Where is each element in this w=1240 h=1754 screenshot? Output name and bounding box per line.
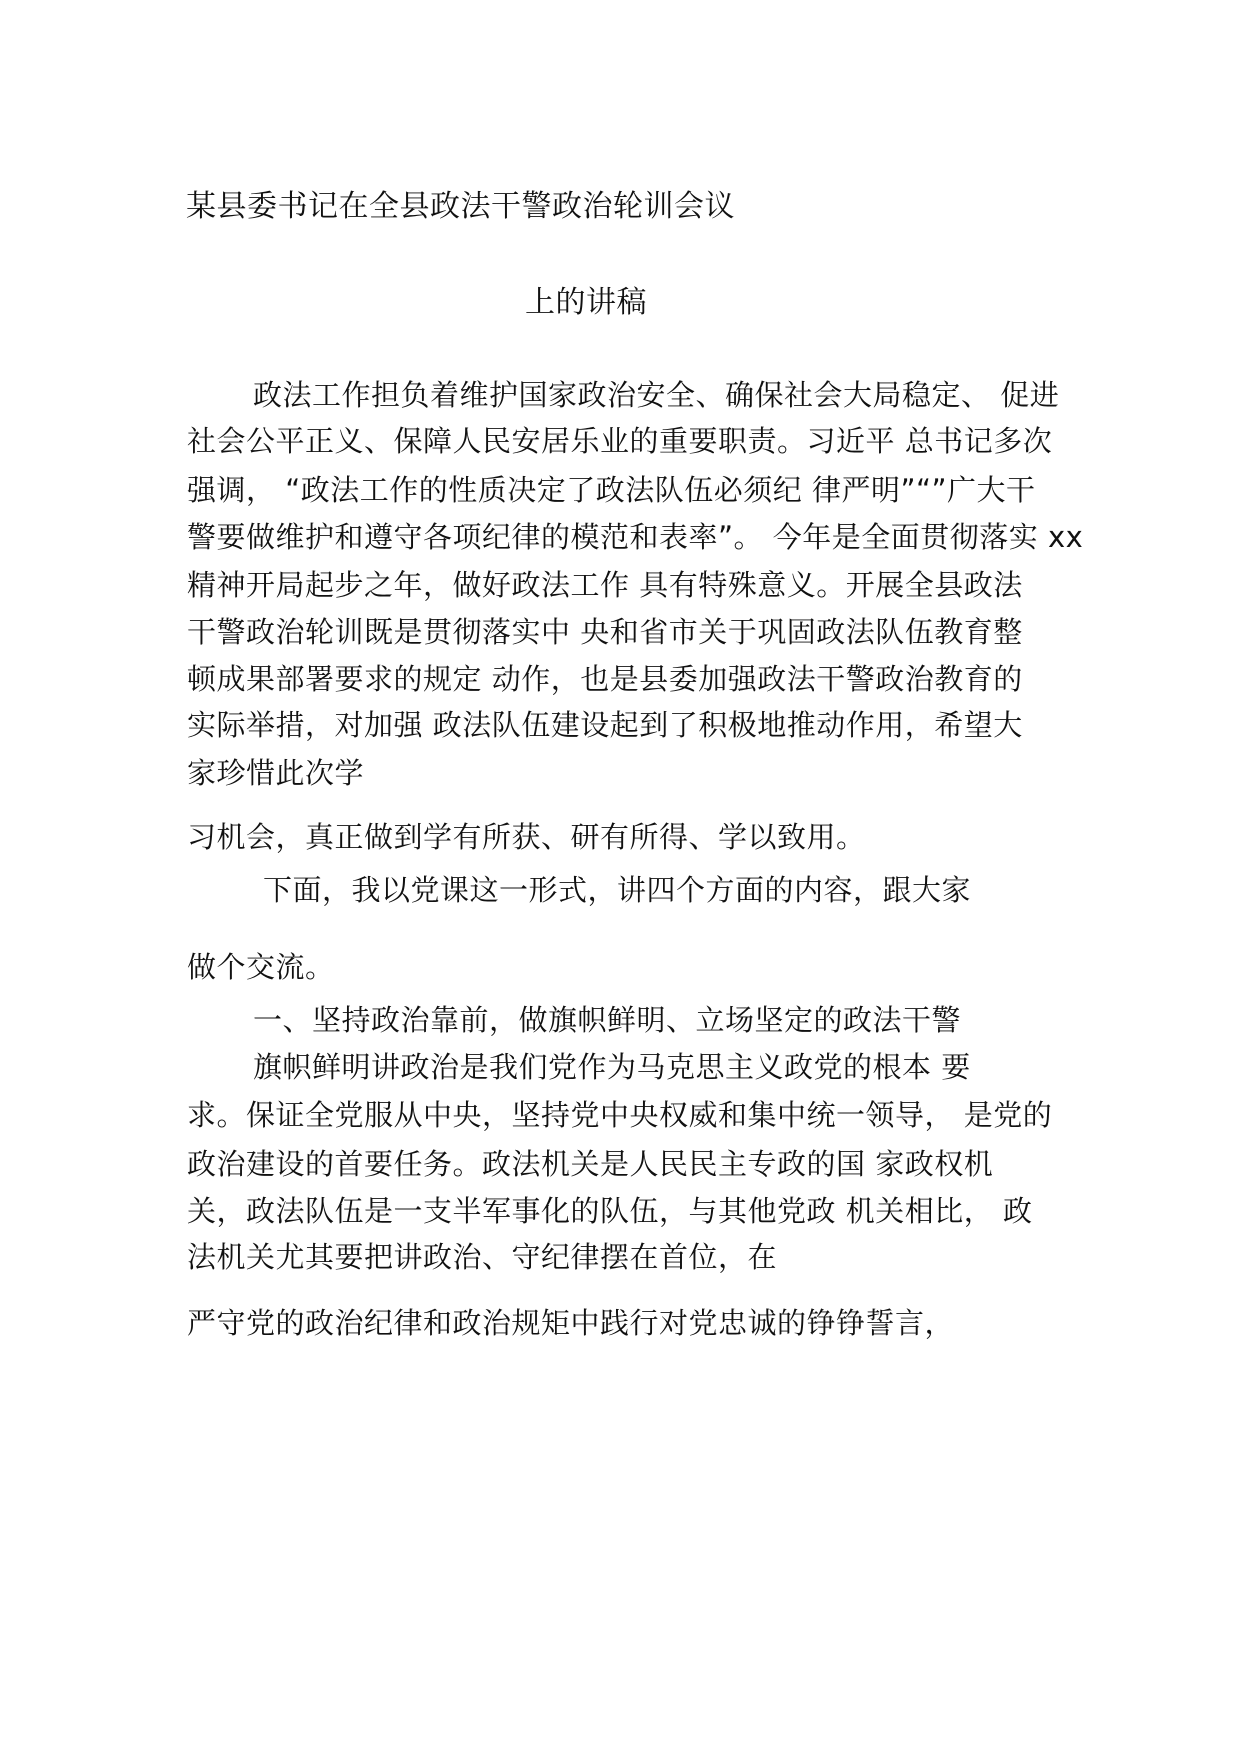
body-line: 干警政治轮训既是贯彻落实中 央和省市关于巩固政法队伍教育整: [187, 615, 1023, 649]
body-line: 政法工作担负着维护国家政治安全、确保社会大局稳定、 促进: [253, 378, 1060, 412]
body-line: 精神开局起步之年，做好政法工作 具有特殊意义。开展全县政法: [187, 568, 1023, 602]
body-line: 顿成果部署要求的规定 动作，也是县委加强政法干警政治教育的: [187, 662, 1023, 696]
section-heading: 一、坚持政治靠前，做旗帜鲜明、立场坚定的政法干警: [253, 1003, 962, 1037]
body-line: 实际举措，对加强 政法队伍建设起到了积极地推动作用，希望大: [187, 708, 1023, 742]
body-line: 旗帜鲜明讲政治是我们党作为马克思主义政党的根本 要: [253, 1050, 971, 1084]
body-line: 关，政法队伍是一支半军事化的队伍，与其他党政 机关相比， 政: [187, 1194, 1033, 1228]
title-line-2: 上的讲稿: [525, 285, 647, 320]
body-line: 严守党的政治纪律和政治规矩中践行对党忠诚的铮铮誓言，: [187, 1306, 955, 1340]
body-line: 警要做维护和遵守各项纪律的模范和表率”。 今年是全面贯彻落实 xx: [187, 520, 1084, 554]
body-line: 法机关尤其要把讲政治、守纪律摆在首位，在: [187, 1240, 778, 1274]
body-line: 社会公平正义、保障人民安居乐业的重要职责。习近平 总书记多次: [187, 424, 1053, 458]
body-line: 习机会，真正做到学有所获、研有所得、学以致用。: [187, 820, 866, 854]
body-line: 强调， “政法工作的性质决定了政法队伍必须纪 律严明”“”广大干: [187, 473, 1036, 507]
body-line: 求。保证全党服从中央，坚持党中央权威和集中统一领导， 是党的: [187, 1098, 1053, 1132]
body-line: 做个交流。: [187, 950, 335, 984]
body-line: 政治建设的首要任务。政法机关是人民民主专政的国 家政权机: [187, 1147, 994, 1181]
title-line-1: 某县委书记在全县政法干警政治轮训会议: [186, 189, 735, 224]
body-line: 家珍惜此次学: [187, 756, 365, 790]
body-line: 下面，我以党课这一形式，讲四个方面的内容，跟大家: [263, 873, 972, 907]
